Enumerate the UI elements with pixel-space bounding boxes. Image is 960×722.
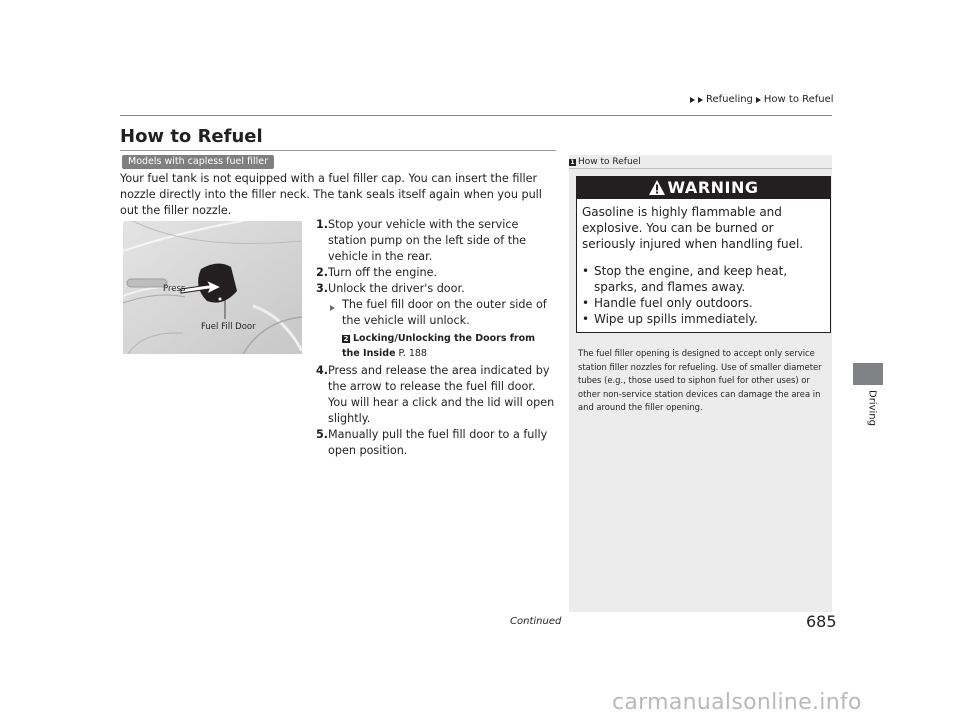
reference-icon: 2 [343, 335, 349, 343]
step-list [316, 217, 556, 459]
substep-text: The fuel fill door on the outer side of the vehicle will unlock. [342, 298, 547, 327]
breadcrumb-item[interactable]: How to Refuel [763, 94, 834, 105]
warning-bullet: • Stop the engine, and keep heat, sparks, and flames away. [582, 264, 788, 294]
page-title: How to Refuel [120, 126, 263, 147]
step-text: Press and release the area indicated by the arrow to release the fuel fill door. You will hear a click and the lid will open slightly. [328, 364, 555, 425]
continued-label: Continued [510, 616, 562, 627]
chapter-label: Driving [866, 390, 878, 426]
step-item [316, 265, 556, 281]
warning-title: WARNING [667, 178, 759, 197]
step-number: 5. [316, 428, 329, 441]
sidebar-divider [569, 168, 832, 169]
note-icon: 1 [570, 158, 575, 166]
fuel-door-label: Fuel Fill Door [201, 322, 256, 332]
cross-reference[interactable] [316, 331, 556, 361]
step-text: Turn off the engine. [328, 266, 438, 279]
sidebar-header [569, 157, 641, 167]
chapter-tab[interactable] [853, 363, 883, 385]
step-item [316, 363, 556, 427]
step-text: Stop your vehicle with the service station pump on the left side of the vehicle in the rear. [328, 218, 527, 263]
fuel-door-illustration [123, 221, 302, 354]
xref-title[interactable]: Locking/Unlocking the Doors from the Inside [342, 333, 536, 359]
warning-icon [649, 179, 665, 201]
models-badge: Models with capless fuel filler [122, 155, 274, 169]
arrow-right-icon [330, 300, 335, 316]
step-text: Unlock the driver's door. [328, 282, 465, 295]
warning-bullets [582, 263, 828, 327]
xref-page[interactable]: P. 188 [398, 348, 427, 359]
breadcrumb [690, 94, 834, 105]
page-number: 685 [806, 612, 837, 631]
step-item [316, 281, 556, 297]
press-label: Press [163, 284, 186, 294]
warning-header [577, 177, 830, 199]
warning-text: Gasoline is highly flammable and explosive. You can be burned or seriously injured when handling fuel. [582, 205, 804, 251]
warning-bullet: • Wipe up spills immediately. [582, 312, 758, 326]
step-number: 4. [316, 364, 329, 377]
step-number: 2. [316, 266, 329, 279]
watermark: carmanualsonline.info [612, 690, 862, 715]
step-item [316, 427, 556, 459]
step-substep [316, 297, 556, 329]
step-number: 1. [316, 218, 329, 231]
warning-bullet: • Handle fuel only outdoors. [582, 296, 753, 310]
step-number: 3. [316, 282, 329, 295]
breadcrumb-item[interactable]: Refueling [706, 94, 753, 105]
chevron-right-icon [756, 97, 761, 103]
chevron-right-icon [698, 97, 703, 103]
car-rear-drawing [123, 221, 302, 354]
step-text: Manually pull the fuel fill door to a fully open position. [328, 428, 548, 457]
intro-paragraph: Your fuel tank is not equipped with a fuel filler cap. You can insert the filler nozzle directly into the filler neck. The tank seals itself again when you pull out the filler nozzle. [120, 172, 542, 217]
chevron-right-icon [690, 97, 695, 103]
header-divider [120, 115, 832, 116]
sidebar-note: The fuel filler opening is designed to accept only service station filler nozzles for refueling. Use of smaller diameter tubes (e.g., those used to siphon fuel for other uses) or other non-service station devices can damage the area in and around the filler opening. [578, 348, 822, 412]
title-divider [120, 150, 556, 151]
sidebar-title: How to Refuel [578, 157, 641, 167]
step-item [316, 217, 556, 265]
